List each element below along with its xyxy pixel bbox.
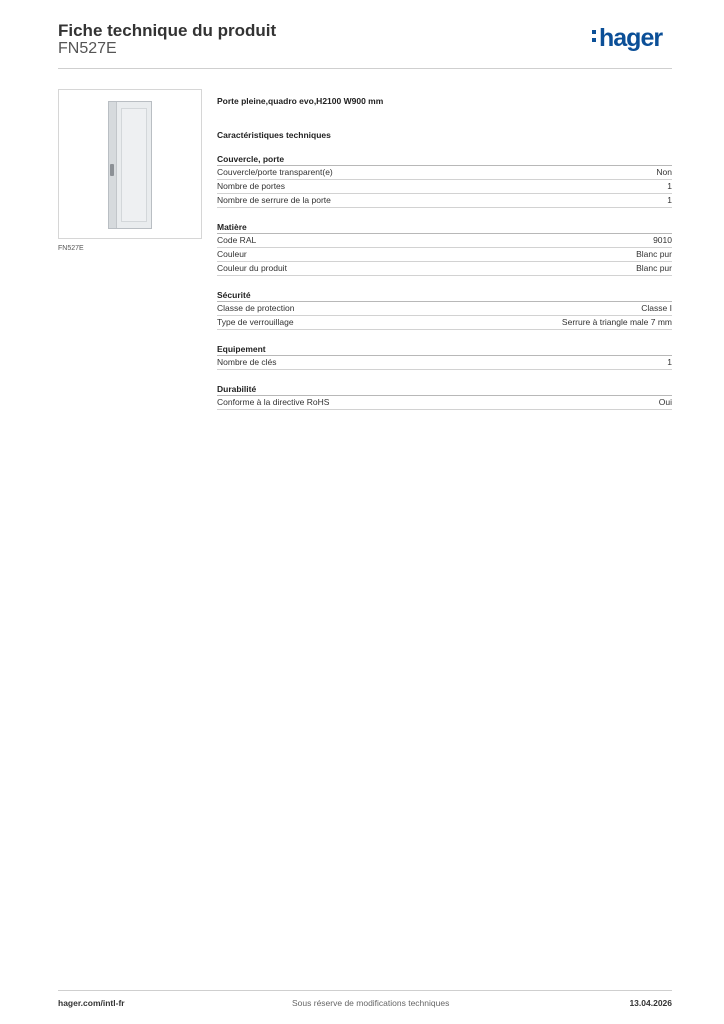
image-caption: FN527E — [58, 245, 84, 252]
section-material — [217, 221, 672, 276]
logo-dots-icon — [592, 26, 597, 46]
tech-heading: Caractéristiques techniques — [217, 130, 331, 140]
header-divider — [58, 68, 672, 69]
spec-value: Classe I — [641, 303, 672, 313]
spec-label: Couleur du produit — [217, 263, 287, 273]
spec-row — [217, 180, 672, 194]
spec-row — [217, 316, 672, 330]
product-image — [58, 89, 202, 239]
spec-row — [217, 356, 672, 370]
spec-label: Couleur — [217, 249, 247, 259]
spec-row — [217, 302, 672, 316]
logo-text: hager — [599, 24, 663, 52]
spec-label: Nombre de clés — [217, 357, 277, 367]
spec-label: Nombre de serrure de la porte — [217, 195, 331, 205]
door-lock-icon — [110, 164, 114, 176]
spec-label: Nombre de portes — [217, 181, 286, 191]
door-panel-image — [108, 101, 152, 229]
hager-logo[interactable] — [592, 26, 662, 51]
section-durability — [217, 383, 672, 410]
spec-value: 1 — [667, 195, 672, 205]
footer-date: 13.04.2026 — [629, 998, 672, 1008]
section-title: Couvercle, porte — [217, 153, 672, 166]
spec-value: 1 — [667, 181, 672, 191]
door-inner-panel — [121, 108, 147, 222]
section-equipment — [217, 343, 672, 370]
section-title: Matière — [217, 221, 672, 234]
spec-label: Conforme à la directive RoHS — [217, 397, 330, 407]
spec-row — [217, 396, 672, 410]
spec-row — [217, 248, 672, 262]
spec-row — [217, 194, 672, 208]
spec-value: 9010 — [653, 235, 672, 245]
section-cover-door — [217, 153, 672, 208]
footer-divider — [58, 990, 672, 991]
spec-row — [217, 234, 672, 248]
product-code: FN527E — [58, 40, 117, 57]
product-name: Porte pleine,quadro evo,H2100 W900 mm — [217, 96, 384, 106]
spec-row — [217, 166, 672, 180]
spec-row — [217, 262, 672, 276]
spec-label: Code RAL — [217, 235, 257, 245]
page-title: Fiche technique du produit — [58, 21, 277, 40]
spec-value: Blanc pur — [636, 263, 672, 273]
spec-label: Couvercle/porte transparent(e) — [217, 167, 333, 177]
spec-label: Type de verrouillage — [217, 317, 294, 327]
section-title: Sécurité — [217, 289, 672, 302]
spec-content — [217, 96, 672, 423]
spec-value: 1 — [667, 357, 672, 367]
spec-value: Blanc pur — [636, 249, 672, 259]
section-title: Equipement — [217, 343, 672, 356]
spec-value: Non — [656, 167, 672, 177]
spec-label: Classe de protection — [217, 303, 295, 313]
footer-website-link[interactable]: hager.com/intl-fr — [58, 998, 125, 1008]
footer-notice: Sous réserve de modifications techniques — [292, 998, 450, 1008]
spec-value: Oui — [658, 397, 672, 407]
section-security — [217, 289, 672, 330]
spec-value: Serrure à triangle male 7 mm — [561, 317, 672, 327]
section-title: Durabilité — [217, 383, 672, 396]
